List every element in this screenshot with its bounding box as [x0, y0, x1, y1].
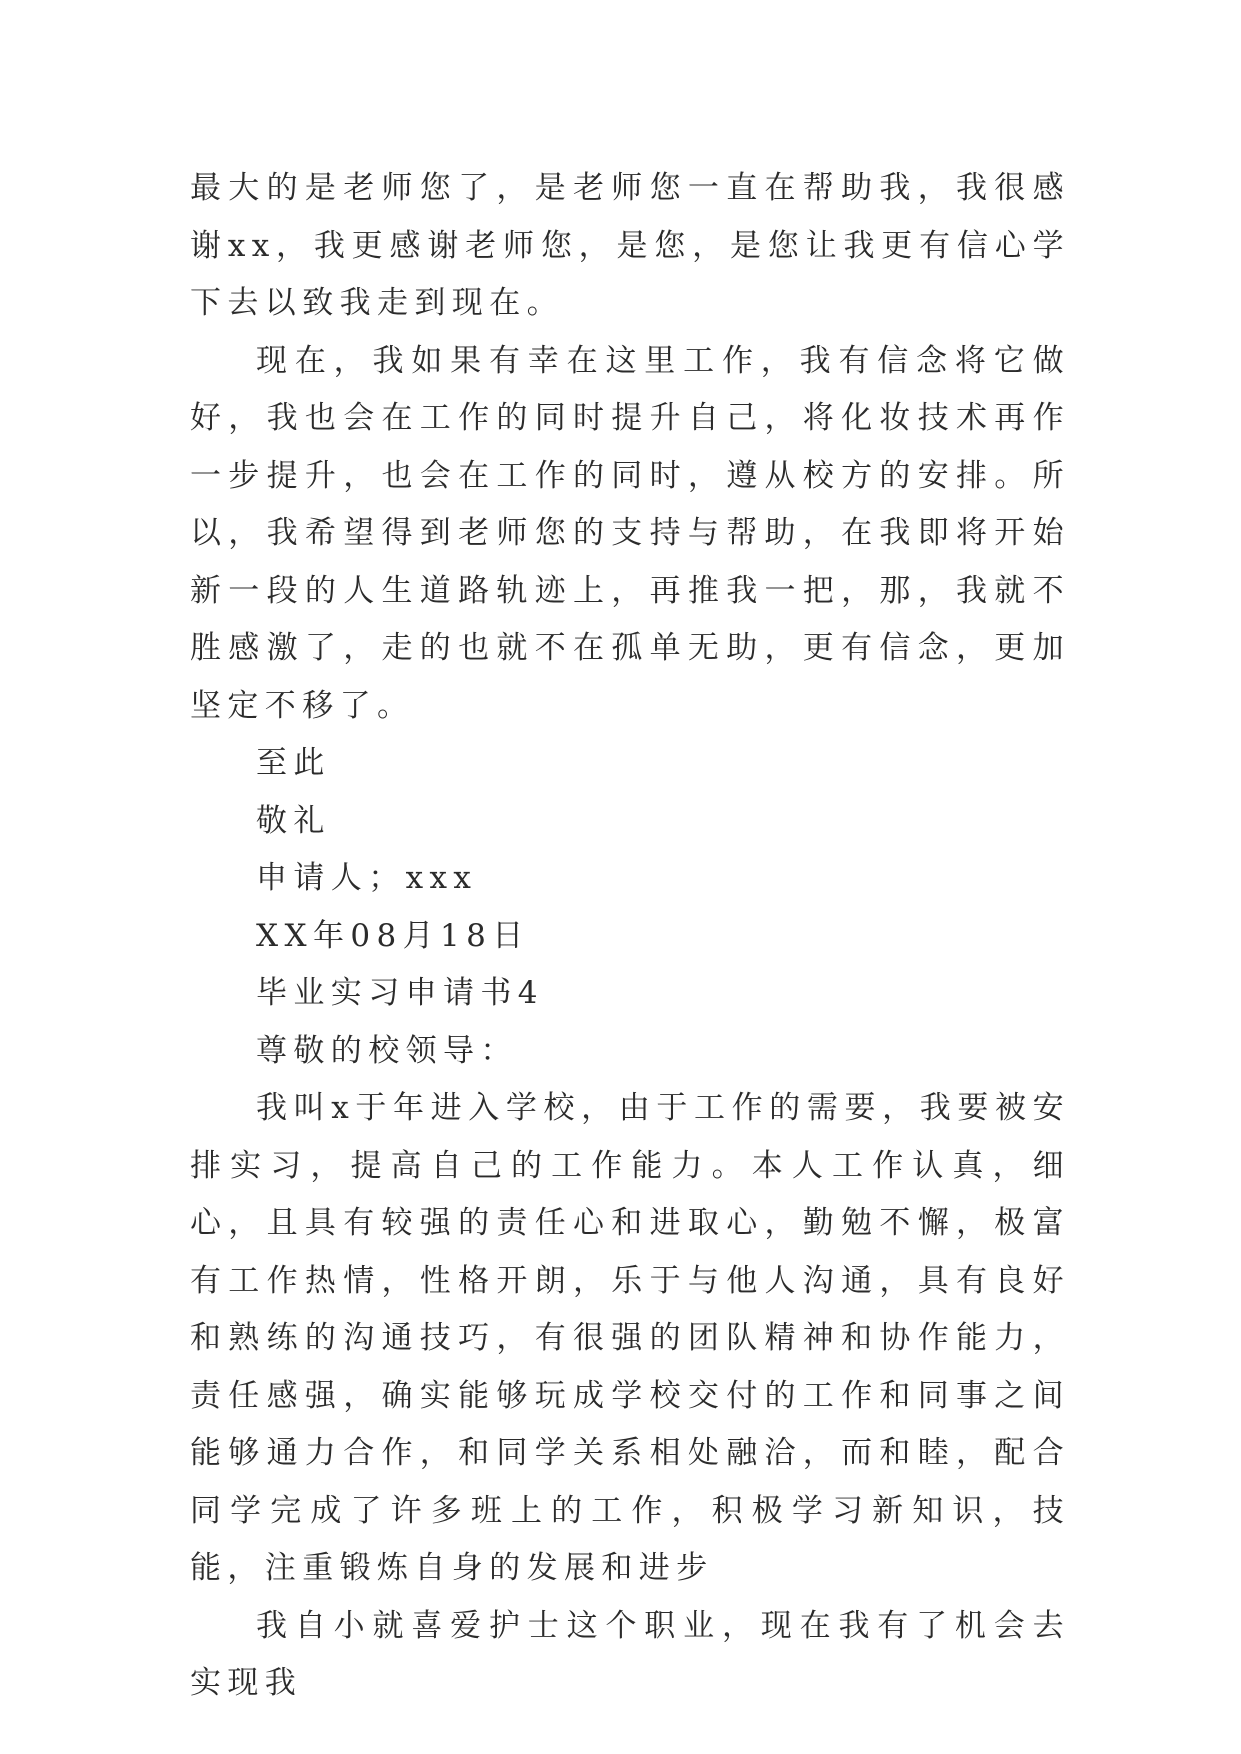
paragraph-work-hope: 现在，我如果有幸在这里工作，我有信念将它做好，我也会在工作的同时提升自己，将化妆技术再作一步提升，也会在工作的同时，遵从校方的安排。所以，我希望得到老师您的支持与帮助，在我即将开始新一段的人生道路轨迹上，再推我一把，那，我就不胜感激了，走的也就不在孤单无助，更有信念，更加坚定不移了。 [190, 342, 1070, 724]
closing-jingli: 敬礼 [256, 802, 331, 839]
document-body [190, 160, 1070, 1713]
paragraph-self-intro: 我叫x于年进入学校，由于工作的需要，我要被安排实习，提高自己的工作能力。本人工作认真，细心，且具有较强的责任心和进取心，勤勉不懈，极富有工作热情，性格开朗，乐于与他人沟通，具有良好和熟练的沟通技巧，有很强的团队精神和协作能力，责任感强，确实能够玩成学校交付的工作和同事之间能够通力合作，和同学关系相处融洽，而和睦，配合同学完成了许多班上的工作，积极学习新知识，技能，注重锻炼自身的发展和进步 [190, 1090, 1070, 1586]
closing-zhici: 至此 [256, 745, 331, 781]
applicant-line: 申请人；xxx [256, 860, 478, 896]
salutation: 尊敬的校领导： [256, 1032, 518, 1069]
date-line: XX年08月18日 [256, 917, 530, 954]
paragraph-thanks: 最大的是老师您了，是老师您一直在帮助我，我很感谢xx，我更感谢老师您，是您，是您让我更有信心学下去以致我走到现在。 [190, 170, 1070, 321]
paragraph-nursing: 我自小就喜爱护士这个职业，现在我有了机会去实现我 [190, 1607, 1070, 1701]
section-title: 毕业实习申请书4 [256, 975, 544, 1011]
